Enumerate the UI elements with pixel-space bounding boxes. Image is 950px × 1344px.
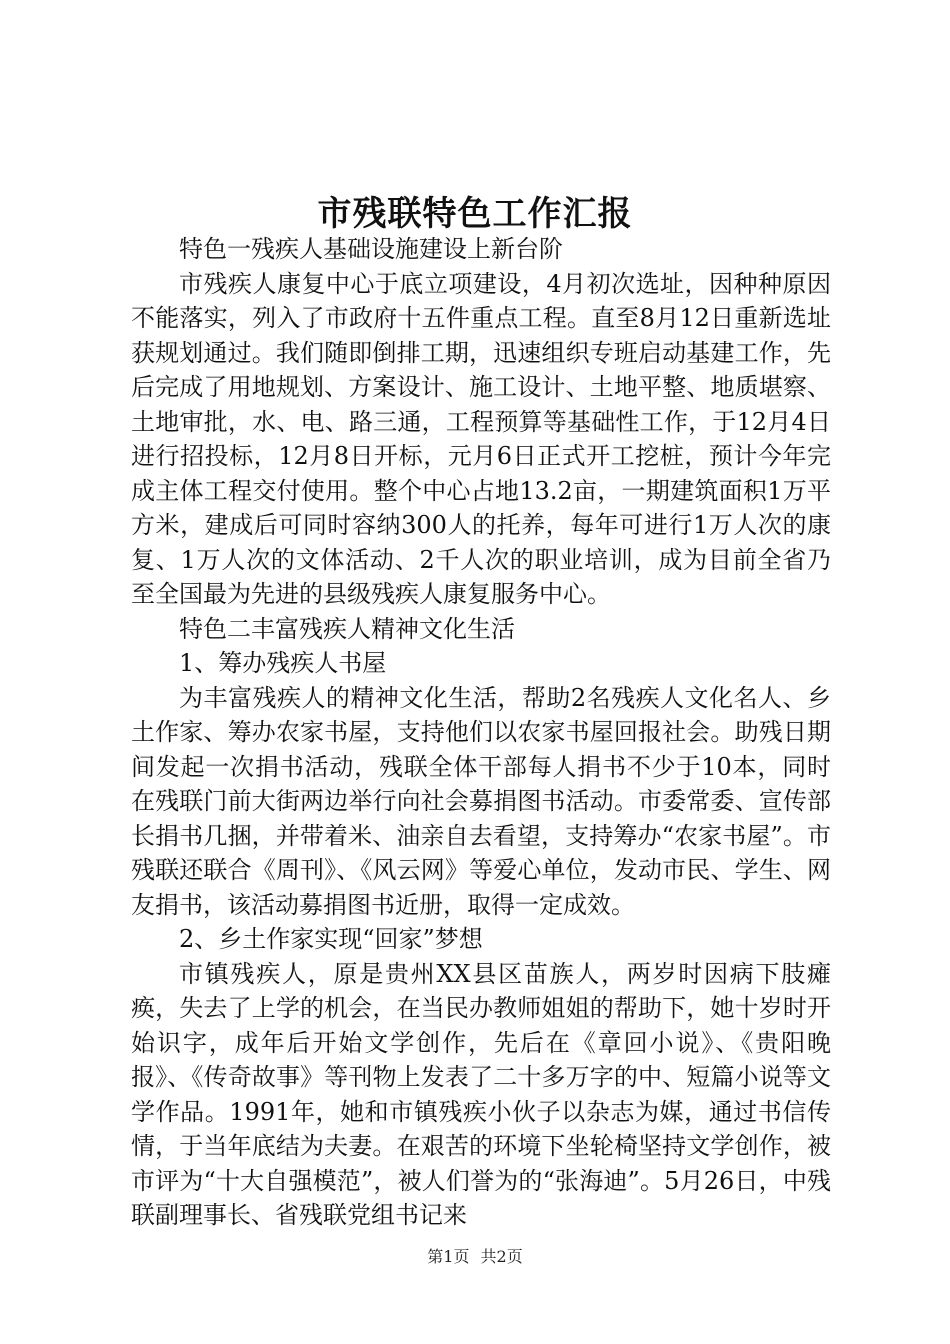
subheading-writer-dream: 2、乡土作家实现“回家”梦想 [179, 925, 483, 953]
subheading-book-house: 1、筹办残疾人书屋 [179, 649, 387, 677]
document-title: 市残联特色工作汇报 [317, 194, 633, 234]
section-heading-2: 特色二丰富残疾人精神文化生活 [179, 614, 515, 643]
document-body [131, 232, 831, 1233]
paragraph-book-donation: 为丰富残疾人的精神文化生活，帮助2名残疾人文化名人、乡土作家、筹办农家书屋，支持他们以农家书屋回报社会。助残日期间发起一次捐书活动，残联全体干部每人捐书不少于10本，同时在残联门前大街两边举行向社会募捐图书活动。市委常委、宣传部长捐书几捆，并带着米、油亲自去看望，支持筹办“农家书屋”。市残联还联合《周刊》、《风云网》等爱心单位，发动市民、学生、网友捐书，该活动募捐图书近册，取得一定成效。 [131, 683, 831, 919]
page-total: 共2页 [480, 1247, 523, 1266]
page-footer [0, 1244, 950, 1267]
paragraph-writer-story: 市镇残疾人，原是贵州XX县区苗族人，两岁时因病下肢瘫痪，失去了上学的机会，在当民办教师姐姐的帮助下，她十岁时开始识字，成年后开始文学创作，先后在《章回小说》、《贵阳晚报》、《传奇故事》等刊物上发表了二十多万字的中、短篇小说等文学作品。1991年，她和市镇残疾小伙子以杂志为媒，通过书信传情，于当年底结为夫妻。在艰苦的环境下坐轮椅坚持文学创作，被市评为“十大自强模范”，被人们誉为的“张海迪”。5月26日，中残联副理事长、省残联党组书记来 [131, 959, 831, 1229]
page-number: 第1页 [427, 1247, 470, 1266]
paragraph-rehab-center: 市残疾人康复中心于底立项建设，4月初次选址，因种种原因不能落实，列入了市政府十五件重点工程。直至8月12日重新选址获规划通过。我们随即倒排工期，迅速组织专班启动基建工作，先后完成了用地规划、方案设计、施工设计、土地平整、地质堪察、土地审批，水、电、路三通，工程预算等基础性工作，于12月4日进行招投标，12月8日开标，元月6日正式开工挖桩，预计今年完成主体工程交付使用。整个中心占地13.2亩，一期建筑面积1万平方米，建成后可同时容纳300人的托养，每年可进行1万人次的康复、1万人次的文体活动、2千人次的职业培训，成为目前全省乃至全国最为先进的县级残疾人康复服务中心。 [131, 269, 831, 608]
section-heading-1: 特色一残疾人基础设施建设上新台阶 [179, 235, 563, 263]
